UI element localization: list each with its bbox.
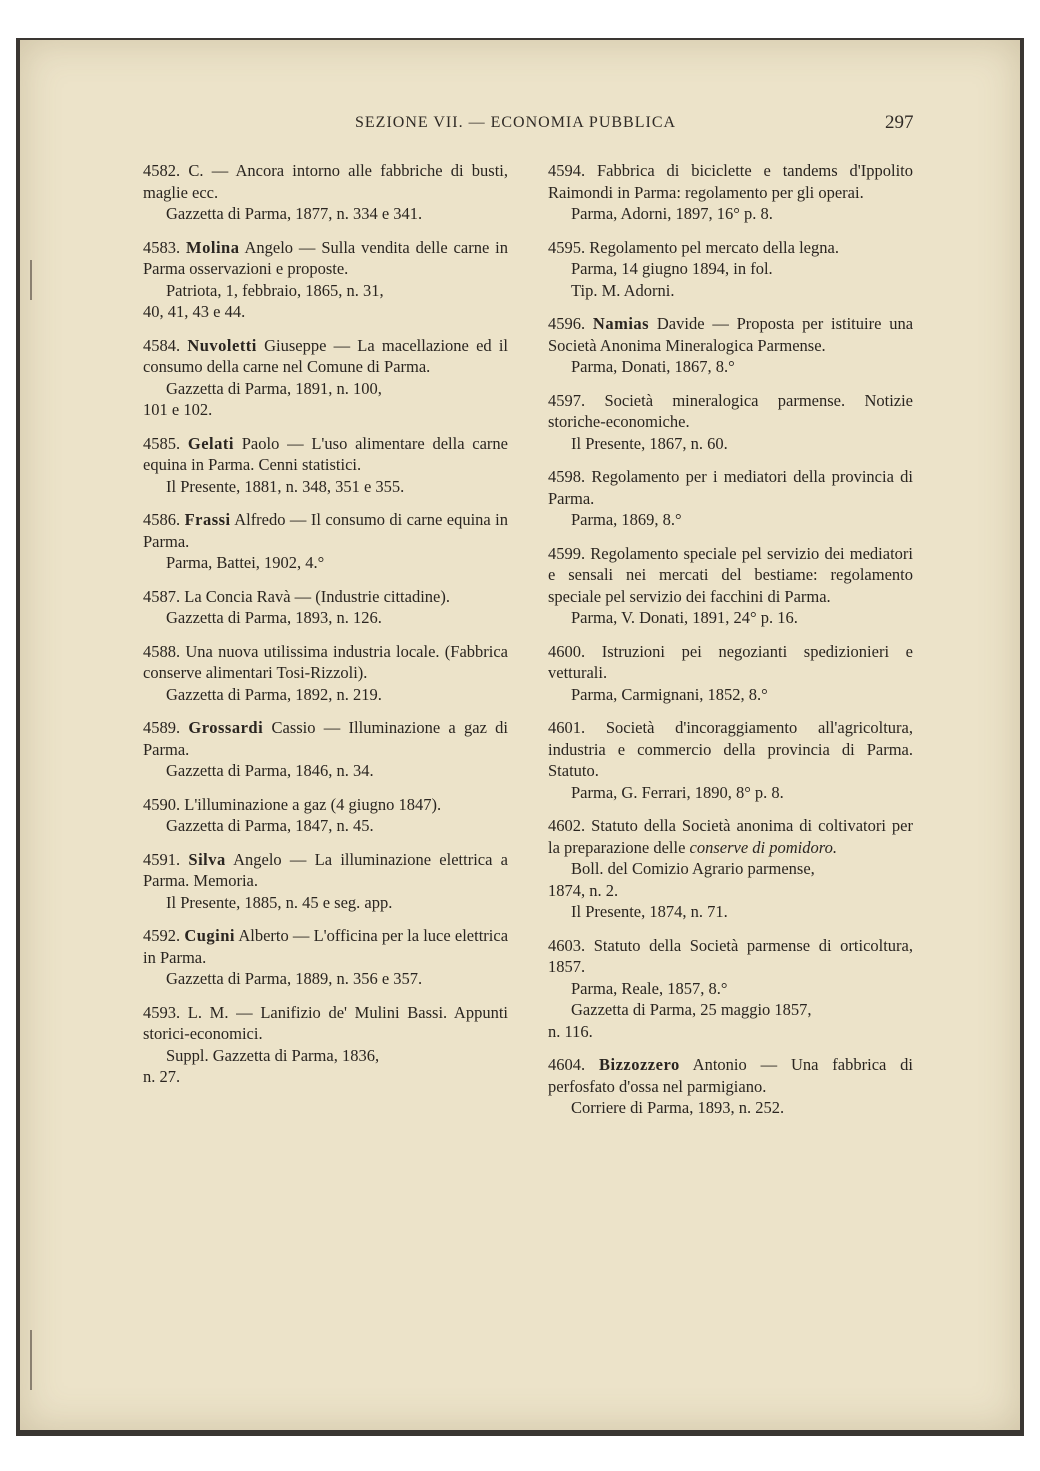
entry-number: 4593. [143, 1002, 181, 1022]
entry-title: Società mineralogica parmense. Notizie storiche-economiche. [548, 390, 914, 431]
entry-citation: Parma, 14 giugno 1894, in fol. [571, 259, 773, 278]
entry-text [548, 313, 913, 356]
entry-citation: 101 e 102. [143, 400, 213, 419]
entry-text [548, 466, 913, 509]
entry-citation: Il Presente, 1867, n. 60. [571, 433, 728, 453]
bibliography-entry [548, 160, 913, 225]
entry-text [143, 641, 508, 684]
bibliography-entry [143, 717, 508, 782]
entry-number: 4600. [548, 641, 586, 661]
entry-title: Alberto — L'officina per la luce elettrica in Parma. [143, 926, 509, 967]
entry-number: 4591. [143, 849, 181, 869]
entry-text [548, 1054, 913, 1097]
bibliography-entry [548, 641, 913, 706]
entry-title: Regolamento pel mercato della legna. [589, 237, 839, 257]
bibliography-entry [548, 935, 913, 1043]
entry-citation: 40, 41, 43 e 44. [143, 302, 246, 321]
entry-number: 4582. [143, 161, 181, 180]
entry-number: 4592. [143, 926, 181, 945]
entry-citation: Tip. M. Adorni. [571, 280, 675, 300]
entry-author: Gelati [187, 433, 234, 453]
entry-number: 4589. [143, 718, 181, 737]
entry-title: C. — Ancora intorno alle fabbriche di busti, maglie ecc. [143, 161, 509, 202]
entry-author: Cugini [184, 926, 236, 945]
entry-citation: Il Presente, 1885, n. 45 e seg. app. [166, 892, 393, 912]
entry-title: Società d'incoraggiamento all'agricoltura, industria e commercio della provincia di Parma. Statuto. [548, 718, 913, 780]
entry-citation: Parma, Carmignani, 1852, 8.° [571, 684, 768, 704]
entry-citation: Gazzetta di Parma, 1893, n. 126. [166, 608, 382, 627]
entry-title: Regolamento per i mediatori della provincia di Parma. [548, 467, 913, 508]
entry-author: Bizzozzero [598, 1055, 680, 1074]
entry-title: La Concia Ravà — (Industrie cittadine). [184, 586, 450, 606]
entry-text [548, 237, 913, 259]
entry-citation: Parma, Adorni, 1897, 16° p. 8. [571, 204, 773, 223]
bibliography-entry [548, 466, 913, 531]
entry-text [143, 160, 508, 203]
entry-number: 4588. [143, 641, 181, 661]
entry-citation: n. 27. [143, 1067, 181, 1086]
entry-citation: Gazzetta di Parma, 25 maggio 1857, [571, 1000, 812, 1019]
entry-number: 4587. [143, 586, 181, 606]
bibliography-entry [548, 313, 913, 378]
bibliography-entry [548, 717, 913, 803]
entry-text [548, 935, 913, 978]
entry-title: Statuto della Società anonima di coltivatori per la preparazione delle [548, 816, 913, 857]
entry-number: 4583. [143, 237, 181, 257]
entry-text [143, 717, 508, 760]
entry-citation: 1874, n. 2. [548, 880, 619, 900]
entry-number: 4599. [548, 543, 586, 563]
entry-number: 4590. [143, 794, 181, 814]
entry-text [548, 717, 913, 782]
entry-citation: Il Presente, 1874, n. 71. [571, 902, 728, 921]
bibliography-entry [548, 237, 913, 302]
entry-number: 4597. [548, 390, 586, 410]
page-number: 297 [885, 112, 914, 133]
bibliography-entry [143, 586, 508, 629]
entry-author: Grossardi [188, 718, 264, 737]
entry-text [143, 1002, 508, 1045]
entry-title: Alfredo — Il consumo di carne equina in Parma. [143, 510, 509, 551]
entry-title: Paolo — L'uso alimentare della carne equina in Parma. Cenni statistici. [143, 433, 509, 474]
entry-citation: Gazzetta di Parma, 1846, n. 34. [166, 761, 374, 780]
entry-author: Nuvoletti [187, 335, 257, 355]
entry-number: 4598. [548, 467, 586, 486]
bibliography-entry [548, 543, 913, 629]
entry-citation: Parma, Reale, 1857, 8.° [571, 978, 728, 998]
entry-title: Angelo — La illuminazione elettrica a Parma. Memoria. [143, 849, 509, 890]
bibliography-entry [143, 925, 508, 990]
bibliography-entry [548, 390, 913, 455]
entry-number: 4584. [143, 335, 181, 355]
entry-text [143, 237, 508, 280]
entry-title: Una nuova utilissima industria locale. (Fabbrica conserve alimentari Tosi-Rizzoli). [143, 641, 508, 682]
bibliography-entry [548, 815, 913, 923]
entry-text [143, 925, 508, 968]
entry-citation: Gazzetta di Parma, 1877, n. 334 e 341. [166, 204, 423, 223]
entry-title: Regolamento speciale pel servizio dei mediatori e sensali nei mercati del bestiame: regolamento speciale pel servizio dei facchini di Parma. [548, 543, 914, 606]
entry-title: Fabbrica di biciclette e tandems d'Ippolito Raimondi in Parma: regolamento per gli operai. [548, 161, 913, 202]
entry-citation: Parma, V. Donati, 1891, 24° p. 16. [571, 608, 798, 627]
entry-title: Giuseppe — La macellazione ed il consumo della carne nel Comune di Parma. [143, 335, 508, 376]
entry-title: Cassio — Illuminazione a gaz di Parma. [143, 718, 509, 759]
entry-title: Antonio — Una fabbrica di perfosfato d'ossa nel parmigiano. [548, 1055, 914, 1096]
entry-text [548, 390, 913, 433]
entry-author: Frassi [184, 510, 231, 529]
entry-citation: Gazzetta di Parma, 1892, n. 219. [166, 684, 382, 704]
bibliography-entry [143, 849, 508, 914]
entry-number: 4594. [548, 161, 586, 180]
left-column [143, 160, 508, 1100]
margin-mark [30, 260, 32, 300]
entry-number: 4586. [143, 510, 181, 529]
entry-title: L. M. — Lanifizio de' Mulini Bassi. Appunti storici-economici. [143, 1002, 508, 1043]
right-column [548, 160, 913, 1131]
bibliography-entry [143, 237, 508, 323]
entry-citation: Parma, 1869, 8.° [571, 510, 682, 529]
entry-author: Silva [188, 849, 226, 869]
entry-text [548, 543, 913, 608]
entry-number: 4595. [548, 237, 586, 257]
entry-title: Statuto della Società parmense di orticoltura, 1857. [548, 935, 914, 976]
entry-title: Davide — Proposta per istituire una Società Anonima Mineralogica Parmense. [548, 314, 914, 355]
entry-text [143, 849, 508, 892]
entry-number: 4603. [548, 935, 586, 955]
entry-text [143, 335, 508, 378]
entry-number: 4596. [548, 314, 586, 333]
running-head [0, 114, 1040, 138]
entry-number: 4602. [548, 816, 586, 835]
entry-text [548, 160, 913, 203]
section-title: SEZIONE VII. — ECONOMIA PUBBLICA [355, 114, 677, 131]
entry-citation: Il Presente, 1881, n. 348, 351 e 355. [166, 476, 405, 496]
margin-mark [30, 1330, 32, 1390]
entry-citation: Suppl. Gazzetta di Parma, 1836, [166, 1045, 380, 1065]
entry-title: Istruzioni pei negozianti spedizionieri e vetturali. [548, 641, 913, 682]
entry-citation: Parma, Battei, 1902, 4.° [166, 553, 325, 572]
entry-title: L'illuminazione a gaz (4 giugno 1847). [184, 794, 442, 814]
bibliography-entry [548, 1054, 913, 1119]
bibliography-entry [143, 160, 508, 225]
bibliography-entry [143, 1002, 508, 1088]
bibliography-entry [143, 433, 508, 498]
entry-citation: n. 116. [548, 1021, 593, 1041]
entry-citation: Corriere di Parma, 1893, n. 252. [571, 1098, 785, 1117]
entry-text [548, 641, 913, 684]
entry-citation: Gazzetta di Parma, 1891, n. 100, [166, 378, 382, 398]
entry-author: Molina [186, 237, 240, 257]
entry-title: Angelo — Sulla vendita delle carne in Parma osservazioni e proposte. [143, 237, 509, 278]
bibliography-entry [143, 335, 508, 421]
entry-citation: Patriota, 1, febbraio, 1865, n. 31, [166, 280, 384, 300]
entry-number: 4601. [548, 718, 586, 737]
entry-text [143, 509, 508, 552]
entry-text [143, 794, 508, 816]
entry-text [548, 815, 913, 858]
entry-citation: Gazzetta di Parma, 1889, n. 356 e 357. [166, 969, 423, 988]
bibliography-entry [143, 641, 508, 706]
entry-number: 4604. [548, 1055, 586, 1074]
bibliography-entry [143, 794, 508, 837]
entry-citation: Parma, G. Ferrari, 1890, 8° p. 8. [571, 782, 784, 802]
entry-text [143, 586, 508, 608]
entry-title-italic: conserve di pomidoro. [689, 837, 837, 857]
entry-author: Namias [592, 314, 650, 333]
entry-citation: Boll. del Comizio Agrario parmense, [571, 859, 815, 878]
entry-number: 4585. [143, 433, 181, 453]
entry-citation: Parma, Donati, 1867, 8.° [571, 357, 735, 376]
entry-text [143, 433, 508, 476]
entry-citation: Gazzetta di Parma, 1847, n. 45. [166, 816, 374, 835]
bibliography-entry [143, 509, 508, 574]
